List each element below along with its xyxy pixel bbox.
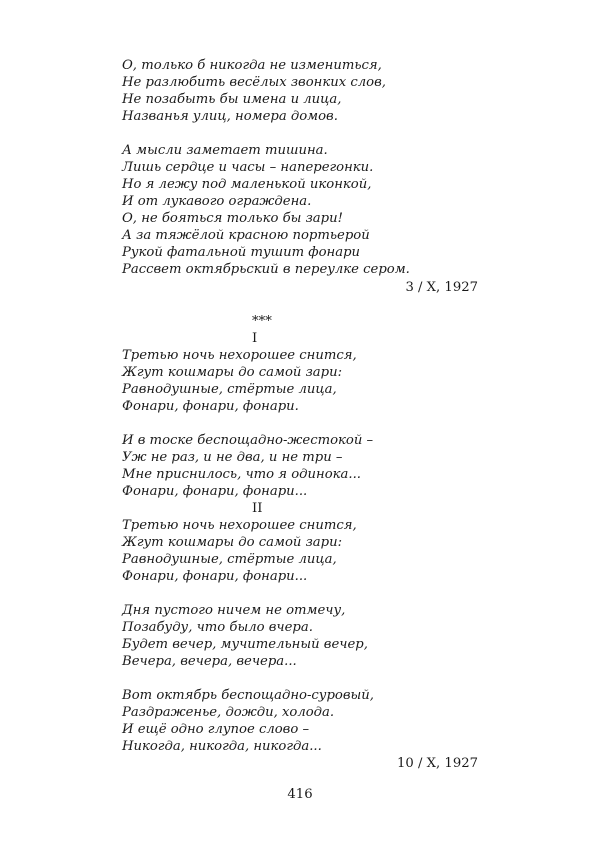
poem-line: Лишь сердце и часы – наперегонки. bbox=[122, 160, 374, 175]
poem-line: Не позабыть бы имена и лица, bbox=[122, 92, 342, 107]
poem-date: 3 / X, 1927 bbox=[405, 280, 478, 295]
poem-line: Дня пустого ничем не отмечу, bbox=[122, 603, 346, 618]
poem-line: Равнодушные, стёртые лица, bbox=[122, 382, 337, 397]
poem-line: Вот октябрь беспощадно-суровый, bbox=[122, 688, 374, 703]
poem-line: Названья улиц, номера домов. bbox=[122, 109, 338, 124]
poem-line: Фонари, фонари, фонари. bbox=[122, 399, 299, 414]
poem-line: А мысли заметает тишина. bbox=[122, 143, 328, 158]
poem-line: Рукой фатальной тушит фонари bbox=[122, 245, 361, 260]
poem-line: И ещё одно глупое слово – bbox=[122, 722, 310, 737]
page-number: 416 bbox=[287, 787, 313, 802]
poem-line: Будет вечер, мучительный вечер, bbox=[122, 637, 368, 652]
poem-line: Никогда, никогда, никогда... bbox=[122, 739, 322, 754]
poem-line: Фонари, фонари, фонари... bbox=[122, 484, 308, 499]
poem-line: И в тоске беспощадно-жестокой – bbox=[122, 433, 374, 448]
poem-line: Третью ночь нехорошее снится, bbox=[122, 518, 357, 533]
poem-line: О, не бояться только бы зари! bbox=[122, 211, 343, 226]
poem-line: Вечера, вечера, вечера... bbox=[122, 654, 297, 669]
book-page: О, только б никогда не измениться, Не разлюбить весёлых звонких слов, Не позабыть бы имена и лица, Названья улиц, номера домов. А мысли заметает тишина. Лишь сердце и часы – наперегонки. Но я лежу под маленькой иконкой, И от лукавого ограждена. О, не бояться только бы зари! А за тяжёлой красною портьерой Рукой фатальной тушит фонари Рассвет октябрьский в переулке сером. 3 / X, 1927 *** I Третью ночь нехорошее снится, Жгут кошмары до самой зари: Равнодушные, стёртые лица, Фонари, фонари, фонари. И в тоске беспощадно-жестокой – Уж не раз, и не два, и не три – Мне приснилось, что я одинока... Фонари, фонари, фонари... II Третью ночь нехорошее снится, Жгут кошмары до самой зари: Равнодушные, стёртые лица, Фонари, фонари, фонари... Дня пустого ничем не отмечу, Позабуду, что было вчера. Будет вечер, мучительный вечер, Вечера, вечера, вечера... Вот октябрь беспощадно-суровый, Раздраженье, дожди, холода. И ещё одно глупое слово – Никогда, никогда, никогда... 10 / X, 1927 416 bbox=[122, 58, 478, 802]
poem-date: 10 / X, 1927 bbox=[397, 756, 478, 771]
poem-line: Жгут кошмары до самой зари: bbox=[122, 535, 343, 550]
poem-line: Фонари, фонари, фонари... bbox=[122, 569, 308, 584]
poem-line: Мне приснилось, что я одинока... bbox=[122, 467, 361, 482]
poem-line: Раздраженье, дожди, холода. bbox=[122, 705, 335, 720]
poem-line: Рассвет октябрьский в переулке сером. bbox=[122, 262, 410, 277]
poem-line: А за тяжёлой красною портьерой bbox=[122, 228, 370, 243]
poem-line: О, только б никогда не измениться, bbox=[122, 58, 382, 73]
poem-line: Третью ночь нехорошее снится, bbox=[122, 348, 357, 363]
poem-line: Не разлюбить весёлых звонких слов, bbox=[122, 75, 386, 90]
poem-line: Уж не раз, и не два, и не три – bbox=[122, 450, 343, 465]
poem-line: И от лукавого ограждена. bbox=[122, 194, 312, 209]
poem-line: Жгут кошмары до самой зари: bbox=[122, 365, 343, 380]
poem-line: Равнодушные, стёртые лица, bbox=[122, 552, 337, 567]
poem-line: Позабуду, что было вчера. bbox=[122, 620, 313, 635]
poem-line: Но я лежу под маленькой иконкой, bbox=[122, 177, 372, 192]
